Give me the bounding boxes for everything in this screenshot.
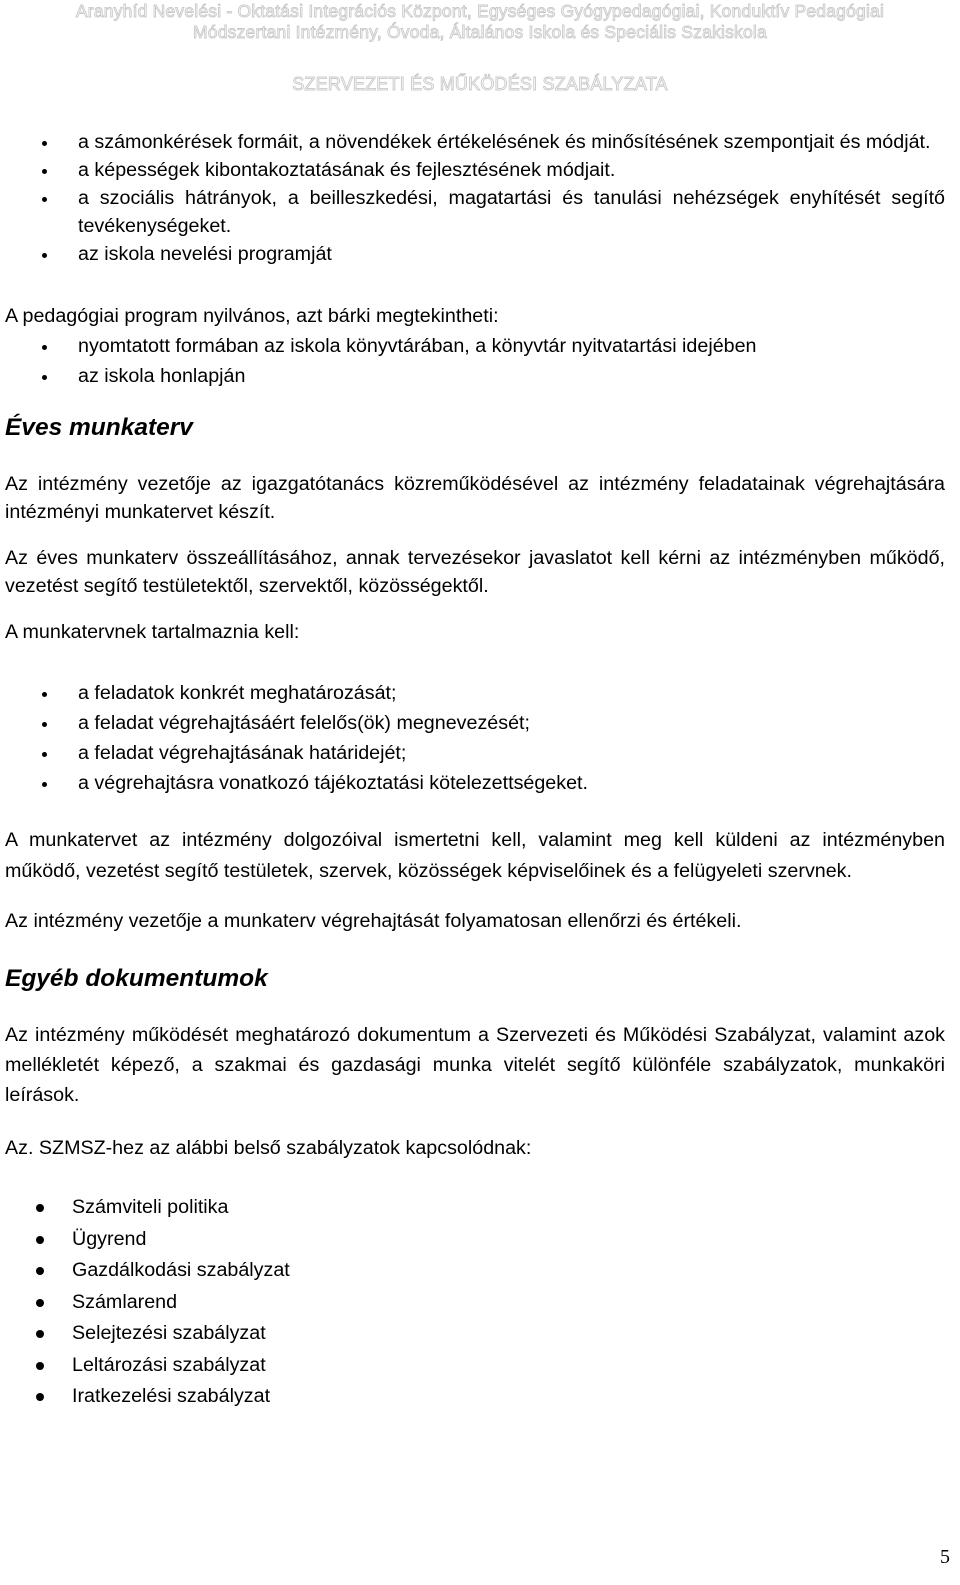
list-item: Ügyrend: [5, 1224, 945, 1256]
header-institution-line2: Módszertani Intézmény, Óvoda, Általános Iskola és Speciális Szakiskola: [193, 22, 767, 42]
list-item: a szociális hátrányok, a beilleszkedési, magatartási és tanulási nehézségek enyhítését segítő tevékenységeket.: [5, 184, 945, 240]
bullet-icon: [36, 1330, 44, 1338]
bullet-icon: [42, 141, 47, 146]
list-item: az iskola nevelési programját: [5, 240, 945, 268]
list-item: a feladatok konkrét meghatározását;: [5, 679, 945, 707]
bullet-icon: [36, 1362, 44, 1370]
header-document-title: SZERVEZETI ÉS MŰKÖDÉSI SZABÁLYZATA: [292, 74, 668, 94]
bullet-icon: [42, 253, 47, 258]
bullet-list-plan-requirements: [5, 679, 945, 797]
bullet-icon: [36, 1267, 44, 1275]
bullet-list-internal-regulations: [5, 1192, 945, 1413]
list-item: Selejtezési szabályzat: [5, 1318, 945, 1350]
list-item: Gazdálkodási szabályzat: [5, 1255, 945, 1287]
list-item: az iskola honlapján: [5, 362, 945, 390]
list-item: Leltározási szabályzat: [5, 1350, 945, 1382]
bullet-icon: [36, 1236, 44, 1244]
page-header: [0, 0, 960, 102]
list-item: a számonkérések formáit, a növendékek értékelésének és minősítésének szempontjait és módját.: [5, 128, 945, 156]
bullet-icon: [42, 782, 47, 787]
list-item: Számviteli politika: [5, 1192, 945, 1224]
page-number: 5: [940, 1546, 950, 1568]
bullet-list-program-contents: [5, 128, 945, 268]
paragraph-annual-plan-2: Az éves munkaterv összeállításához, annak tervezésekor javaslatot kell kérni az intézményben működő, vezetést segítő testületektől, szervektől, közösségektől.: [5, 547, 945, 597]
bullet-icon: [42, 752, 47, 757]
paragraph-annual-plan-4: A munkatervet az intézmény dolgozóival ismertetni kell, valamint meg kell küldeni az intézményben működő, vezetést segítő testületek, szervek, közösségek képviselőinek és a felügyeleti szervnek.: [5, 829, 945, 882]
list-item: nyomtatott formában az iskola könyvtárában, a könyvtár nyitvatartási idejében: [5, 332, 945, 360]
bullet-icon: [36, 1393, 44, 1401]
bullet-list-access-locations: [5, 332, 945, 390]
bullet-icon: [42, 197, 47, 202]
bullet-icon: [42, 375, 47, 380]
paragraph-annual-plan-3: A munkatervnek tartalmaznia kell:: [5, 621, 300, 643]
list-item: Iratkezelési szabályzat: [5, 1381, 945, 1413]
list-item: a képességek kibontakoztatásának és fejlesztésének módjait.: [5, 156, 945, 184]
list-item: a végrehajtásra vonatkozó tájékoztatási kötelezettségeket.: [5, 769, 945, 797]
paragraph-annual-plan-1: Az intézmény vezetője az igazgatótanács közreműködésével az intézmény feladatainak végrehajtására intézményi munkatervet készít.: [5, 473, 945, 523]
paragraph-other-documents-2: Az. SZMSZ-hez az alábbi belső szabályzatok kapcsolódnak:: [5, 1137, 532, 1159]
bullet-icon: [42, 169, 47, 174]
bullet-icon: [42, 722, 47, 727]
bullet-icon: [42, 345, 47, 350]
list-item: a feladat végrehajtásának határidejét;: [5, 739, 945, 767]
heading-other-documents: Egyéb dokumentumok: [5, 965, 268, 992]
paragraph-public-access: A pedagógiai program nyilvános, azt bárki megtekintheti:: [5, 305, 499, 327]
bullet-icon: [36, 1299, 44, 1307]
heading-annual-plan: Éves munkaterv: [5, 414, 193, 441]
bullet-icon: [36, 1204, 44, 1212]
paragraph-other-documents-1: Az intézmény működését meghatározó dokumentum a Szervezeti és Működési Szabályzat, valamint azok mellékletét képező, a szakmai és gazdasági munka vitelét segítő különféle szabályzatok, munkaköri leírások.: [5, 1024, 945, 1106]
list-item: a feladat végrehajtásáért felelős(ök) megnevezését;: [5, 709, 945, 737]
document-body: [5, 128, 945, 1413]
list-item: Számlarend: [5, 1287, 945, 1319]
bullet-icon: [42, 692, 47, 697]
header-institution-line1: Aranyhíd Nevelési - Oktatási Integrációs Központ, Egységes Gyógypedagógiai, Konduktív Pedagógiai: [75, 1, 885, 21]
paragraph-annual-plan-5: Az intézmény vezetője a munkaterv végrehajtását folyamatosan ellenőrzi és értékeli.: [5, 910, 742, 932]
